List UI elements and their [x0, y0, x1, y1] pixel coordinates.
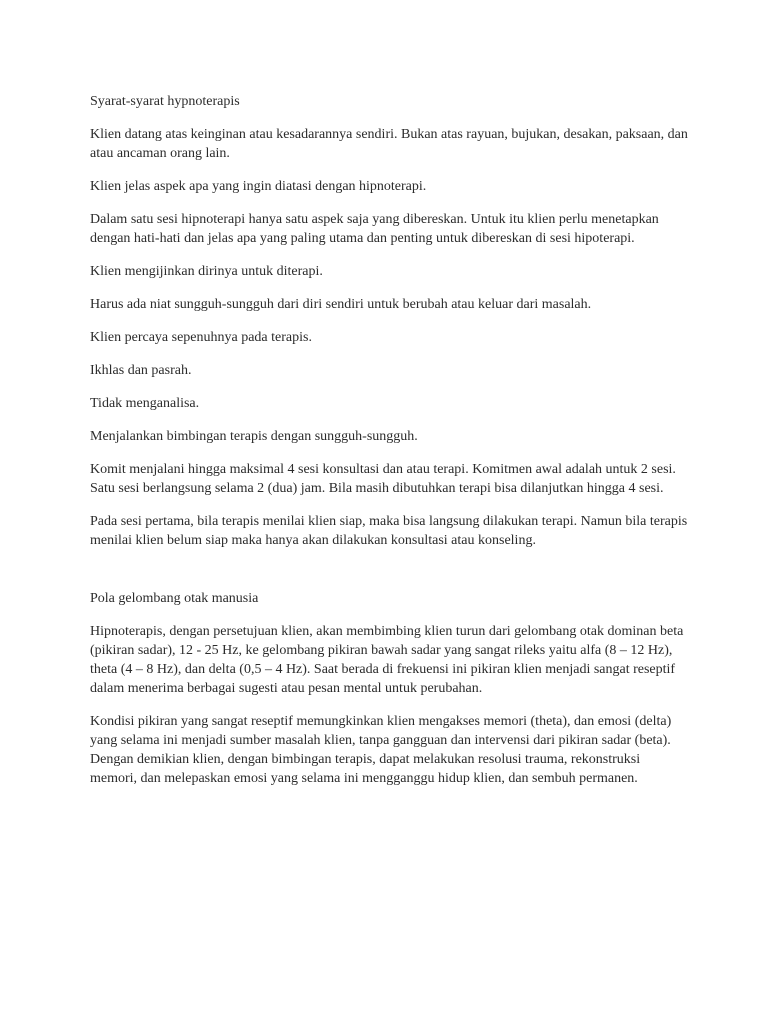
paragraph: Ikhlas dan pasrah. [90, 363, 192, 378]
paragraph: Klien datang atas keinginan atau kesadarannya sendiri. Bukan atas rayuan, bujukan, desakan, paksaan, dan atau ancaman orang lain. [90, 127, 688, 161]
paragraph: Klien jelas aspek apa yang ingin diatasi dengan hipnoterapi. [90, 179, 427, 194]
paragraph: Menjalankan bimbingan terapis dengan sungguh-sungguh. [90, 429, 418, 444]
paragraph: Hipnoterapis, dengan persetujuan klien, akan membimbing klien turun dari gelombang otak dominan beta (pikiran sadar), 12 - 25 Hz, ke gelombang pikiran bawah sadar yang sangat rileks yaitu alfa (8 – 12 Hz), theta (4 – 8 Hz), dan delta (0,5 – 4 Hz). Saat berada di frekuensi ini pikiran klien menjadi sangat reseptif dalam menerima berbagai sugesti atau pesan mental untuk perubahan. [90, 624, 684, 696]
paragraph: Komit menjalani hingga maksimal 4 sesi konsultasi dan atau terapi. Komitmen awal adalah untuk 2 sesi. Satu sesi berlangsung selama 2 (dua) jam. Bila masih dibutuhkan terapi bisa dilanjutkan hingga 4 sesi. [90, 462, 676, 496]
paragraph: Tidak menganalisa. [90, 396, 200, 411]
paragraph: Harus ada niat sungguh-sungguh dari diri sendiri untuk berubah atau keluar dari masalah. [90, 297, 592, 312]
paragraph: Klien mengijinkan dirinya untuk diterapi. [90, 264, 323, 279]
paragraph: Dalam satu sesi hipnoterapi hanya satu aspek saja yang dibereskan. Untuk itu klien perlu menetapkan dengan hati-hati dan jelas apa yang paling utama dan penting untuk dibereskan di sesi hipoterapi. [90, 212, 659, 246]
section-spacer [90, 564, 688, 589]
paragraph: Klien percaya sepenuhnya pada terapis. [90, 330, 312, 345]
section-heading-pola: Pola gelombang otak manusia [90, 591, 259, 606]
section-heading-syarat: Syarat-syarat hypnoterapis [90, 94, 240, 109]
paragraph: Kondisi pikiran yang sangat reseptif memungkinkan klien mengakses memori (theta), dan emosi (delta) yang selama ini menjadi sumber masalah klien, tanpa gangguan dan intervensi dari pikiran sadar (beta). Dengan demikian klien, dengan bimbingan terapis, dapat melakukan resolusi trauma, rekonstruksi memori, dan melepaskan emosi yang selama ini mengganggu hidup klien, dan sembuh permanen. [90, 714, 672, 786]
paragraph: Pada sesi pertama, bila terapis menilai klien siap, maka bisa langsung dilakukan terapi. Namun bila terapis menilai klien belum siap maka hanya akan dilakukan konsultasi atau konseling. [90, 514, 688, 548]
